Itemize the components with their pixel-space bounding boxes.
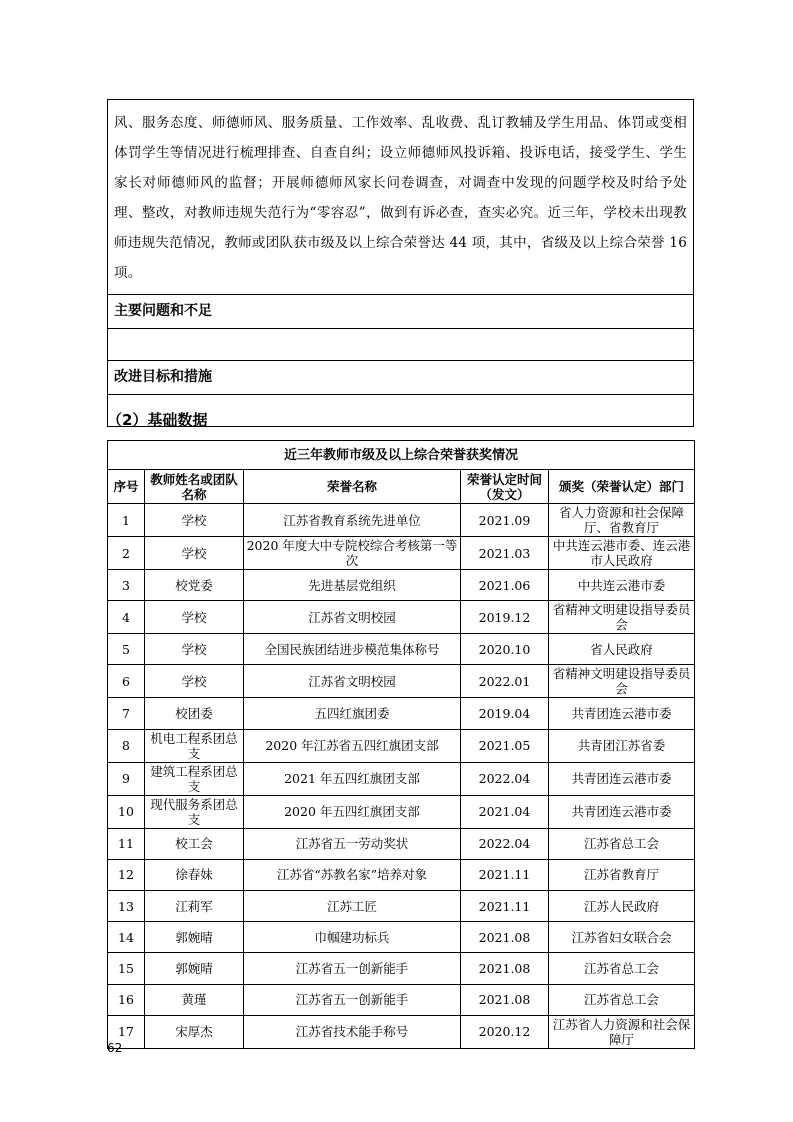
cell-name: 学校 (145, 504, 244, 537)
cell-date: 2022.04 (461, 762, 549, 795)
header-date: 荣誉认定时间（发文） (461, 470, 549, 504)
table-row (108, 729, 695, 762)
cell-dept: 中共连云港市委、连云港市人民政府 (549, 537, 695, 570)
evaluation-paragraph: 风、服务态度、师德师风、服务质量、工作效率、乱收费、乱订教辅及学生用品、体罚或变相体罚学生等情况进行梳理排查、自查自纠；设立师德师风投诉箱、投诉电话，接受学生、学生家长对师德师风的监督；开展师德师风家长问卷调查，对调查中发现的问题学校及时给予处理、整改，对教师违规失范行为“零容忍”，做到有诉必查，查实必究。近三年，学校未出现教师违规失范情况，教师或团队获市级及以上综合荣誉达 44 项，其中，省级及以上综合荣誉 16 项。 (114, 115, 687, 281)
cell-honor: 五四红旗团委 (244, 698, 461, 729)
cell-seq: 5 (108, 634, 145, 665)
section-title: （2）基础数据 (107, 411, 208, 429)
cell-seq: 11 (108, 828, 145, 859)
cell-name: 学校 (145, 665, 244, 698)
cell-name: 江莉军 (145, 890, 244, 921)
cell-dept: 省人力资源和社会保障厅、省教育厅 (549, 504, 695, 537)
cell-dept: 省精神文明建设指导委员会 (549, 601, 695, 634)
header-seq: 序号 (108, 470, 145, 504)
cell-name: 郭婉晴 (145, 953, 244, 984)
cell-date: 2021.06 (461, 570, 549, 601)
cell-honor: 全国民族团结进步模范集体称号 (244, 634, 461, 665)
cell-name: 学校 (145, 601, 244, 634)
table-row (108, 504, 695, 537)
cell-dept: 共青团连云港市委 (549, 762, 695, 795)
cell-date: 2021.11 (461, 859, 549, 890)
cell-seq: 4 (108, 601, 145, 634)
cell-seq: 8 (108, 729, 145, 762)
cell-dept: 江苏省人力资源和社会保障厅 (549, 1015, 695, 1048)
table-row (108, 634, 695, 665)
cell-dept: 省精神文明建设指导委员会 (549, 665, 695, 698)
cell-seq: 13 (108, 890, 145, 921)
cell-honor: 江苏省文明校园 (244, 601, 461, 634)
cell-date: 2022.04 (461, 828, 549, 859)
cell-dept: 共青团江苏省委 (549, 729, 695, 762)
cell-date: 2021.05 (461, 729, 549, 762)
table-row (108, 537, 695, 570)
cell-date: 2021.03 (461, 537, 549, 570)
table-row (108, 665, 695, 698)
table-row (108, 890, 695, 921)
cell-honor: 巾帼建功标兵 (244, 922, 461, 953)
problems-heading: 主要问题和不足 (108, 294, 693, 328)
cell-date: 2020.12 (461, 1015, 549, 1048)
table-body (108, 504, 695, 1049)
cell-date: 2021.04 (461, 795, 549, 828)
cell-name: 学校 (145, 537, 244, 570)
table-row (108, 984, 695, 1015)
table-caption: 近三年教师市级及以上综合荣誉获奖情况 (108, 441, 695, 470)
table-row (108, 698, 695, 729)
cell-date: 2019.04 (461, 698, 549, 729)
cell-seq: 1 (108, 504, 145, 537)
cell-honor: 2020 年五四红旗团支部 (244, 795, 461, 828)
cell-seq: 9 (108, 762, 145, 795)
cell-honor: 江苏省技术能手称号 (244, 1015, 461, 1048)
cell-dept: 中共连云港市委 (549, 570, 695, 601)
cell-dept: 江苏省教育厅 (549, 859, 695, 890)
cell-dept: 江苏人民政府 (549, 890, 695, 921)
cell-honor: 江苏工匠 (244, 890, 461, 921)
cell-date: 2021.08 (461, 922, 549, 953)
header-honor: 荣誉名称 (244, 470, 461, 504)
cell-seq: 7 (108, 698, 145, 729)
cell-name: 徐春妹 (145, 859, 244, 890)
cell-date: 2021.09 (461, 504, 549, 537)
cell-seq: 10 (108, 795, 145, 828)
table-row (108, 953, 695, 984)
cell-dept: 江苏省总工会 (549, 984, 695, 1015)
cell-dept: 江苏省总工会 (549, 953, 695, 984)
cell-dept: 江苏省妇女联合会 (549, 922, 695, 953)
table-row (108, 601, 695, 634)
cell-dept: 江苏省总工会 (549, 828, 695, 859)
cell-seq: 3 (108, 570, 145, 601)
cell-date: 2021.08 (461, 953, 549, 984)
evaluation-box (107, 99, 694, 427)
cell-honor: 2021 年五四红旗团支部 (244, 762, 461, 795)
improvements-heading: 改进目标和措施 (108, 360, 693, 394)
cell-name: 校团委 (145, 698, 244, 729)
cell-seq: 2 (108, 537, 145, 570)
table-row (108, 762, 695, 795)
cell-honor: 先进基层党组织 (244, 570, 461, 601)
cell-name: 学校 (145, 634, 244, 665)
table-row (108, 828, 695, 859)
table-row (108, 795, 695, 828)
cell-name: 机电工程系团总支 (145, 729, 244, 762)
header-name: 教师姓名或团队名称 (145, 470, 244, 504)
cell-name: 校党委 (145, 570, 244, 601)
awards-table (107, 440, 695, 1049)
cell-name: 建筑工程系团总支 (145, 762, 244, 795)
cell-seq: 15 (108, 953, 145, 984)
problems-content (108, 328, 693, 360)
cell-seq: 12 (108, 859, 145, 890)
cell-name: 黄瑾 (145, 984, 244, 1015)
table-row (108, 570, 695, 601)
cell-date: 2022.01 (461, 665, 549, 698)
cell-dept: 省人民政府 (549, 634, 695, 665)
cell-honor: 江苏省五一创新能手 (244, 953, 461, 984)
cell-dept: 共青团连云港市委 (549, 795, 695, 828)
cell-honor: 2020 年江苏省五四红旗团支部 (244, 729, 461, 762)
page-number: 62 (107, 1041, 123, 1055)
cell-seq: 6 (108, 665, 145, 698)
table-row (108, 1015, 695, 1048)
cell-honor: 江苏省“苏教名家”培养对象 (244, 859, 461, 890)
cell-name: 宋厚杰 (145, 1015, 244, 1048)
cell-date: 2020.10 (461, 634, 549, 665)
cell-name: 校工会 (145, 828, 244, 859)
cell-honor: 江苏省文明校园 (244, 665, 461, 698)
cell-name: 郭婉晴 (145, 922, 244, 953)
cell-honor: 江苏省教育系统先进单位 (244, 504, 461, 537)
cell-date: 2021.08 (461, 984, 549, 1015)
cell-honor: 江苏省五一劳动奖状 (244, 828, 461, 859)
cell-name: 现代服务系团总支 (145, 795, 244, 828)
cell-date: 2021.11 (461, 890, 549, 921)
cell-seq: 14 (108, 922, 145, 953)
cell-seq: 17 (108, 1015, 145, 1048)
cell-honor: 2020 年度大中专院校综合考核第一等次 (244, 537, 461, 570)
cell-seq: 16 (108, 984, 145, 1015)
table-row (108, 922, 695, 953)
cell-honor: 江苏省五一创新能手 (244, 984, 461, 1015)
cell-dept: 共青团连云港市委 (549, 698, 695, 729)
header-dept: 颁奖（荣誉认定）部门 (549, 470, 695, 504)
cell-date: 2019.12 (461, 601, 549, 634)
table-row (108, 859, 695, 890)
